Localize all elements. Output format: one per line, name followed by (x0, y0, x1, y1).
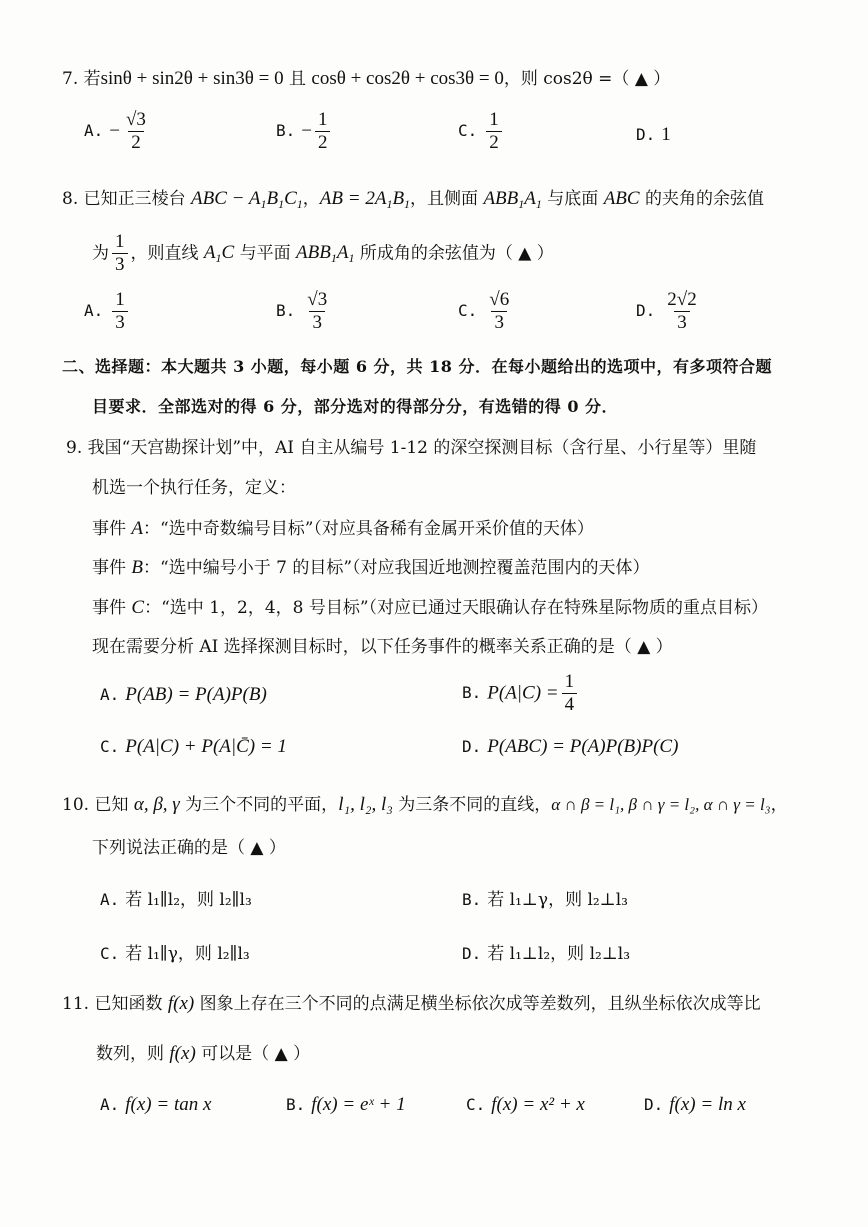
question-8-stem-line2: 为 $\frac{1}{3}$ ，则直线 $A_1C$ 与平面 $ABB_1A_1$ 所成角的余弦值为（ ▲ ） (92, 231, 554, 275)
event-b: 事件 B：“选中编号小于 7 的目标”（对应我国近地测控覆盖范围内的天体） (92, 557, 650, 578)
event-a: 事件 A：“选中奇数编号目标”（对应具备稀有金属开采价值的天体） (92, 518, 594, 539)
event-c: 事件 C：“选中 1，2，4，8 号目标”（对应已通过天眼确认存在特殊星际物质的重点目标） (92, 597, 769, 618)
question-10-stem-line1: 10. 已知 α, β, γ 为三个不同的平面，l₁, l₂, l₃ 为三条不同的直线，α ∩ β = l₁, β ∩ γ = l₂, α ∩ γ = l₃， (62, 794, 788, 815)
q7-option-c[interactable]: C. $\frac{1}{2}$ (458, 110, 505, 154)
fraction: $\frac{1}{2}$ (315, 110, 331, 154)
q8-option-b[interactable]: B. $\frac{√3}{3}$ (276, 290, 333, 334)
q9-option-b[interactable]: B. P(A|C) = $\frac{1}{4}$ (462, 672, 580, 716)
fraction: $\frac{1}{3}$ (112, 232, 128, 276)
question-10-stem-line2: 下列说法正确的是（ ▲ ） (92, 838, 286, 858)
section-2-header-line1: 二、选择题：本大题共 3 小题，每小题 6 分，共 18 分．在每小题给出的选项中，有多项符合题 (62, 357, 772, 376)
q9-option-a[interactable]: A. P(AB) = P(A)P(B) (100, 684, 267, 705)
q10-option-d[interactable]: D. 若 l₁⊥l₂，则 l₂⊥l₃ (462, 944, 631, 964)
q9-option-d[interactable]: D. P(ABC) = P(A)P(B)P(C) (462, 736, 679, 757)
fraction: $\frac{1}{2}$ (486, 110, 502, 154)
q8-option-a[interactable]: A. $\frac{1}{3}$ (84, 290, 131, 334)
section-2-header-line2: 目要求．全部选对的得 6 分，部分选对的得部分分，有选错的得 0 分． (92, 397, 619, 416)
q8-option-c[interactable]: C. $\frac{√6}{3}$ (458, 290, 515, 334)
q11-option-a[interactable]: A. f(x) = tan x (100, 1094, 212, 1115)
q10-option-a[interactable]: A. 若 l₁∥l₂，则 l₂∥l₃ (100, 890, 252, 910)
equation-sin: sinθ + sin2θ + sin3θ = 0 (100, 68, 284, 89)
question-9-stem-line6: 现在需要分析 AI 选择探测目标时，以下任务事件的概率关系正确的是（ ▲ ） (92, 637, 673, 657)
question-7-stem: 7. 若sinθ + sin2θ + sin3θ = 0 且 cosθ + cos2θ + cos3θ = 0，则 cos2θ =（ ▲ ） (62, 68, 671, 89)
fraction: $\frac{1}{3}$ (112, 290, 128, 334)
fraction: $\frac{2√2}{3}$ (667, 289, 697, 333)
q11-option-d[interactable]: D. f(x) = ln x (644, 1094, 746, 1115)
fraction: $\frac{1}{4}$ (562, 672, 578, 716)
fraction: $\frac{√3}{2}$ (125, 109, 146, 153)
q11-option-b[interactable]: B. f(x) = eˣ + 1 (286, 1094, 406, 1115)
fraction: $\frac{√6}{3}$ (489, 289, 510, 333)
question-11-stem-line1: 11. 已知函数 f(x) 图象上存在三个不同的点满足横坐标依次成等差数列，且纵坐标依次成等比 (62, 993, 761, 1014)
question-8-stem-line1: 8. 已知正三棱台 ABC − $A_1B_1C_1$，AB = $2A_1B_1$，且侧面 $ABB_1A_1$ 与底面 ABC 的夹角的余弦值 (62, 188, 764, 211)
equation-cos: cosθ + cos2θ + cos3θ = 0 (311, 68, 504, 89)
q8-option-d[interactable]: D. $\frac{2√2}{3}$ (636, 290, 703, 334)
q10-option-c[interactable]: C. 若 l₁∥γ，则 l₂∥l₃ (100, 944, 250, 964)
question-9-stem-line2: 机选一个执行任务，定义： (92, 478, 296, 498)
fraction: $\frac{√3}{3}$ (307, 289, 328, 333)
q9-option-c[interactable]: C. P(A|C) + P(A|C̄) = 1 (100, 736, 287, 757)
q11-option-c[interactable]: C. f(x) = x² + x (466, 1094, 585, 1115)
q10-option-b[interactable]: B. 若 l₁⊥γ，则 l₂⊥l₃ (462, 890, 628, 910)
q7-option-a[interactable]: A. − $\frac{√3}{2}$ (84, 110, 152, 154)
q7-option-b[interactable]: B. − $\frac{1}{2}$ (276, 110, 333, 154)
question-11-stem-line2: 数列，则 f(x) 可以是（ ▲ ） (96, 1043, 311, 1064)
question-9-stem-line1: 9. 我国“天宫勘探计划”中，AI 自主从编号 1-12 的深空探测目标（含行星、小行星等）里随 (66, 438, 757, 458)
q7-option-d[interactable]: D. 1 (636, 124, 671, 145)
